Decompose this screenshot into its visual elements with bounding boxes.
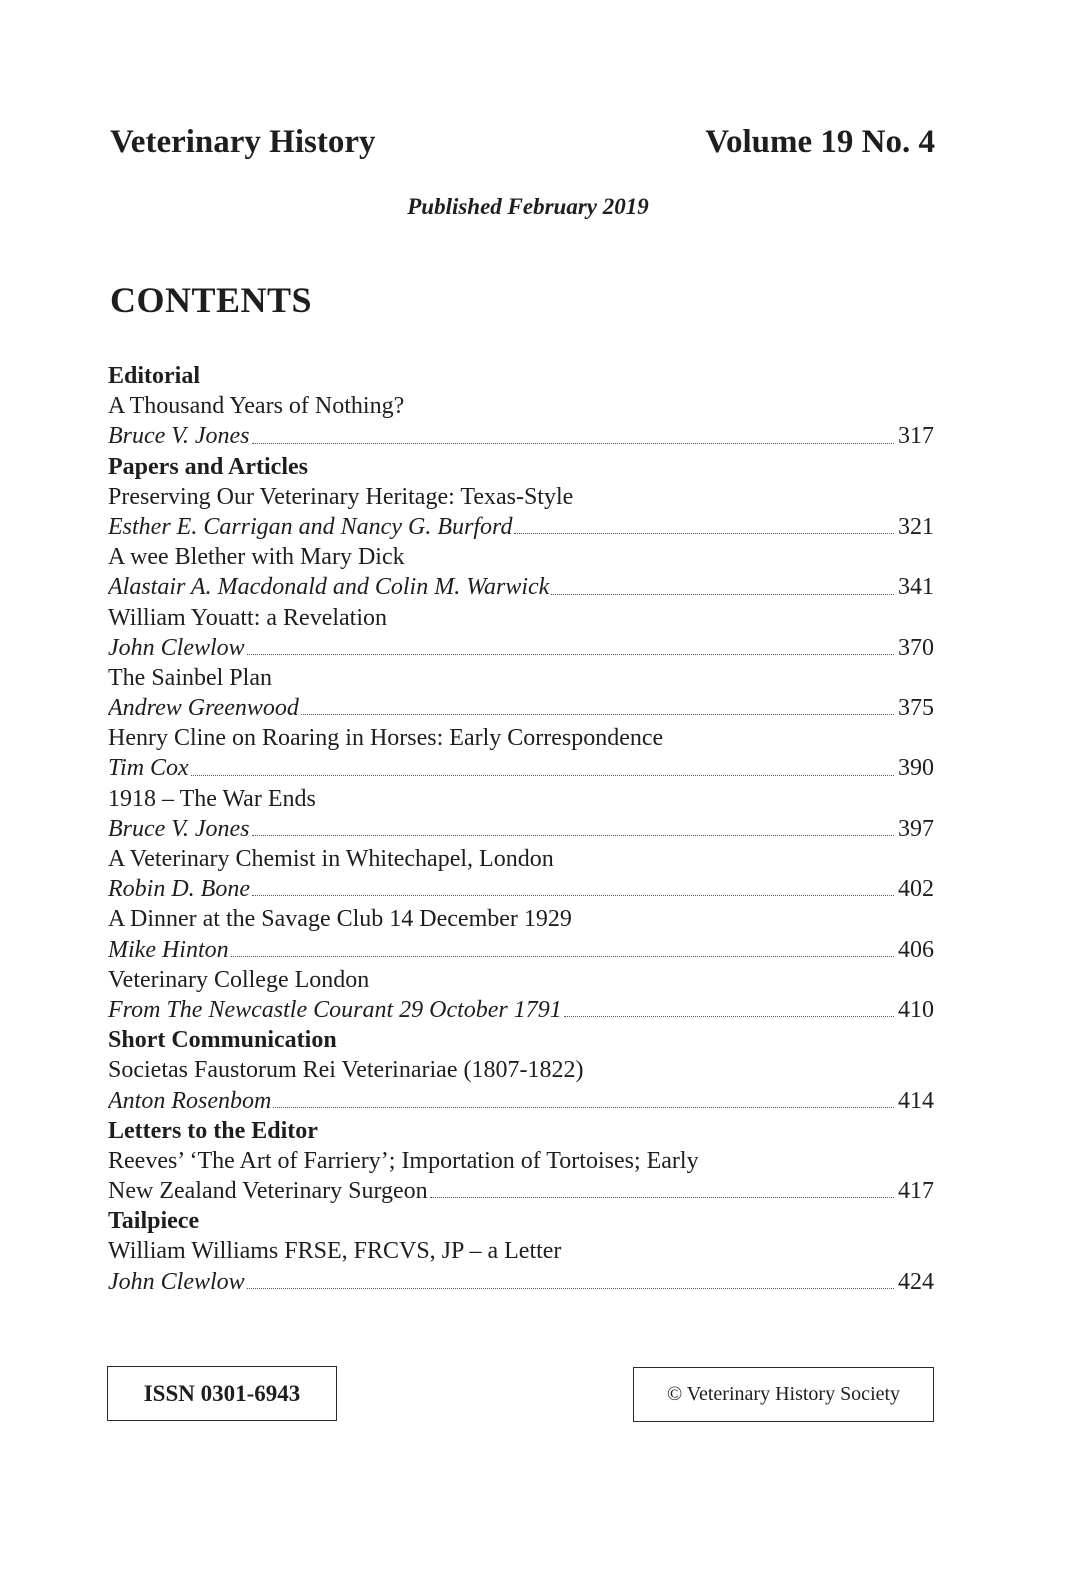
dot-leader [273,1106,894,1108]
page-number: 410 [898,996,934,1023]
list-item [108,693,934,723]
section-heading: Papers and Articles [108,453,308,480]
entry-title: William Williams FRSE, FRCVS, JP – a Letter [108,1238,562,1265]
entry-title: Reeves’ ‘The Art of Farriery’; Importation of Tortoises; Early [108,1147,699,1174]
contents-heading: CONTENTS [110,280,313,320]
entry-title: Preserving Our Veterinary Heritage: Texas-Style [108,483,574,510]
issn-label: ISSN 0301-6943 [143,1380,301,1406]
list-item [108,995,934,1025]
dot-leader [231,955,894,957]
entry-author: Andrew Greenwood [108,695,299,722]
entry-author: John Clewlow [108,634,245,661]
entry-author: Bruce V. Jones [108,815,250,842]
list-item [108,1267,934,1297]
entry-author: Esther E. Carrigan and Nancy G. Burford [108,513,513,540]
entry-title: 1918 – The War Ends [108,785,316,812]
list-item [108,753,934,783]
dot-leader [191,774,894,776]
entry-author: From The Newcastle Courant 29 October 1791 [108,996,562,1023]
entry-title: Veterinary College London [108,966,370,993]
volume-number: Volume 19 No. 4 [705,124,935,160]
list-item [108,633,934,663]
page-number: 390 [898,755,934,782]
entry-author: Tim Cox [108,755,189,782]
list-item [108,874,934,904]
dot-leader [252,894,894,896]
page-number: 321 [898,513,934,540]
issn-box [107,1366,337,1421]
list-item [108,1176,934,1206]
page-number: 370 [898,634,934,661]
dot-leader [301,713,894,715]
dot-leader [514,532,894,534]
publication-date: Published February 2019 [407,194,649,219]
dot-leader [564,1015,894,1017]
entry-author: Anton Rosenbom [108,1087,272,1114]
page-number: 402 [898,876,934,903]
entry-title: The Sainbel Plan [108,664,272,691]
list-item [108,512,934,542]
section-heading: Short Communication [108,1027,337,1054]
section-heading: Letters to the Editor [108,1117,318,1144]
list-item [108,814,934,844]
dot-leader [252,834,894,836]
page-number: 397 [898,815,934,842]
entry-title: A Thousand Years of Nothing? [108,393,405,420]
entry-author: New Zealand Veterinary Surgeon [108,1178,428,1205]
page-number: 317 [898,423,934,450]
page-number: 424 [898,1268,934,1295]
page-number: 375 [898,695,934,722]
page-number: 414 [898,1087,934,1114]
entry-title: A Dinner at the Savage Club 14 December 1929 [108,906,572,933]
entry-title: Societas Faustorum Rei Veterinariae (1807-1822) [108,1057,584,1084]
entry-author: John Clewlow [108,1268,245,1295]
entry-title: A Veterinary Chemist in Whitechapel, London [108,846,554,872]
list-item [108,572,934,602]
copyright-label: © Veterinary History Society [666,1383,901,1405]
dot-leader [252,442,894,444]
list-item [108,421,934,451]
list-item [108,935,934,965]
table-of-contents [108,361,934,1297]
entry-author: Robin D. Bone [108,876,250,903]
dot-leader [551,593,894,595]
list-item [108,1086,934,1116]
dot-leader [430,1196,894,1198]
entry-title: Henry Cline on Roaring in Horses: Early Correspondence [108,725,664,752]
page-number: 417 [898,1178,934,1205]
entry-author: Bruce V. Jones [108,423,250,450]
dot-leader [247,653,894,655]
section-heading: Tailpiece [108,1208,200,1235]
journal-title: Veterinary History [110,124,376,160]
entry-author: Alastair A. Macdonald and Colin M. Warwick [108,574,550,601]
section-heading: Editorial [108,363,201,389]
copyright-box [633,1367,934,1422]
page-number: 341 [898,574,934,601]
entry-title: A wee Blether with Mary Dick [108,544,405,571]
dot-leader [247,1287,894,1289]
entry-title: William Youatt: a Revelation [108,604,387,631]
page-number: 406 [898,936,934,963]
entry-author: Mike Hinton [108,936,229,963]
